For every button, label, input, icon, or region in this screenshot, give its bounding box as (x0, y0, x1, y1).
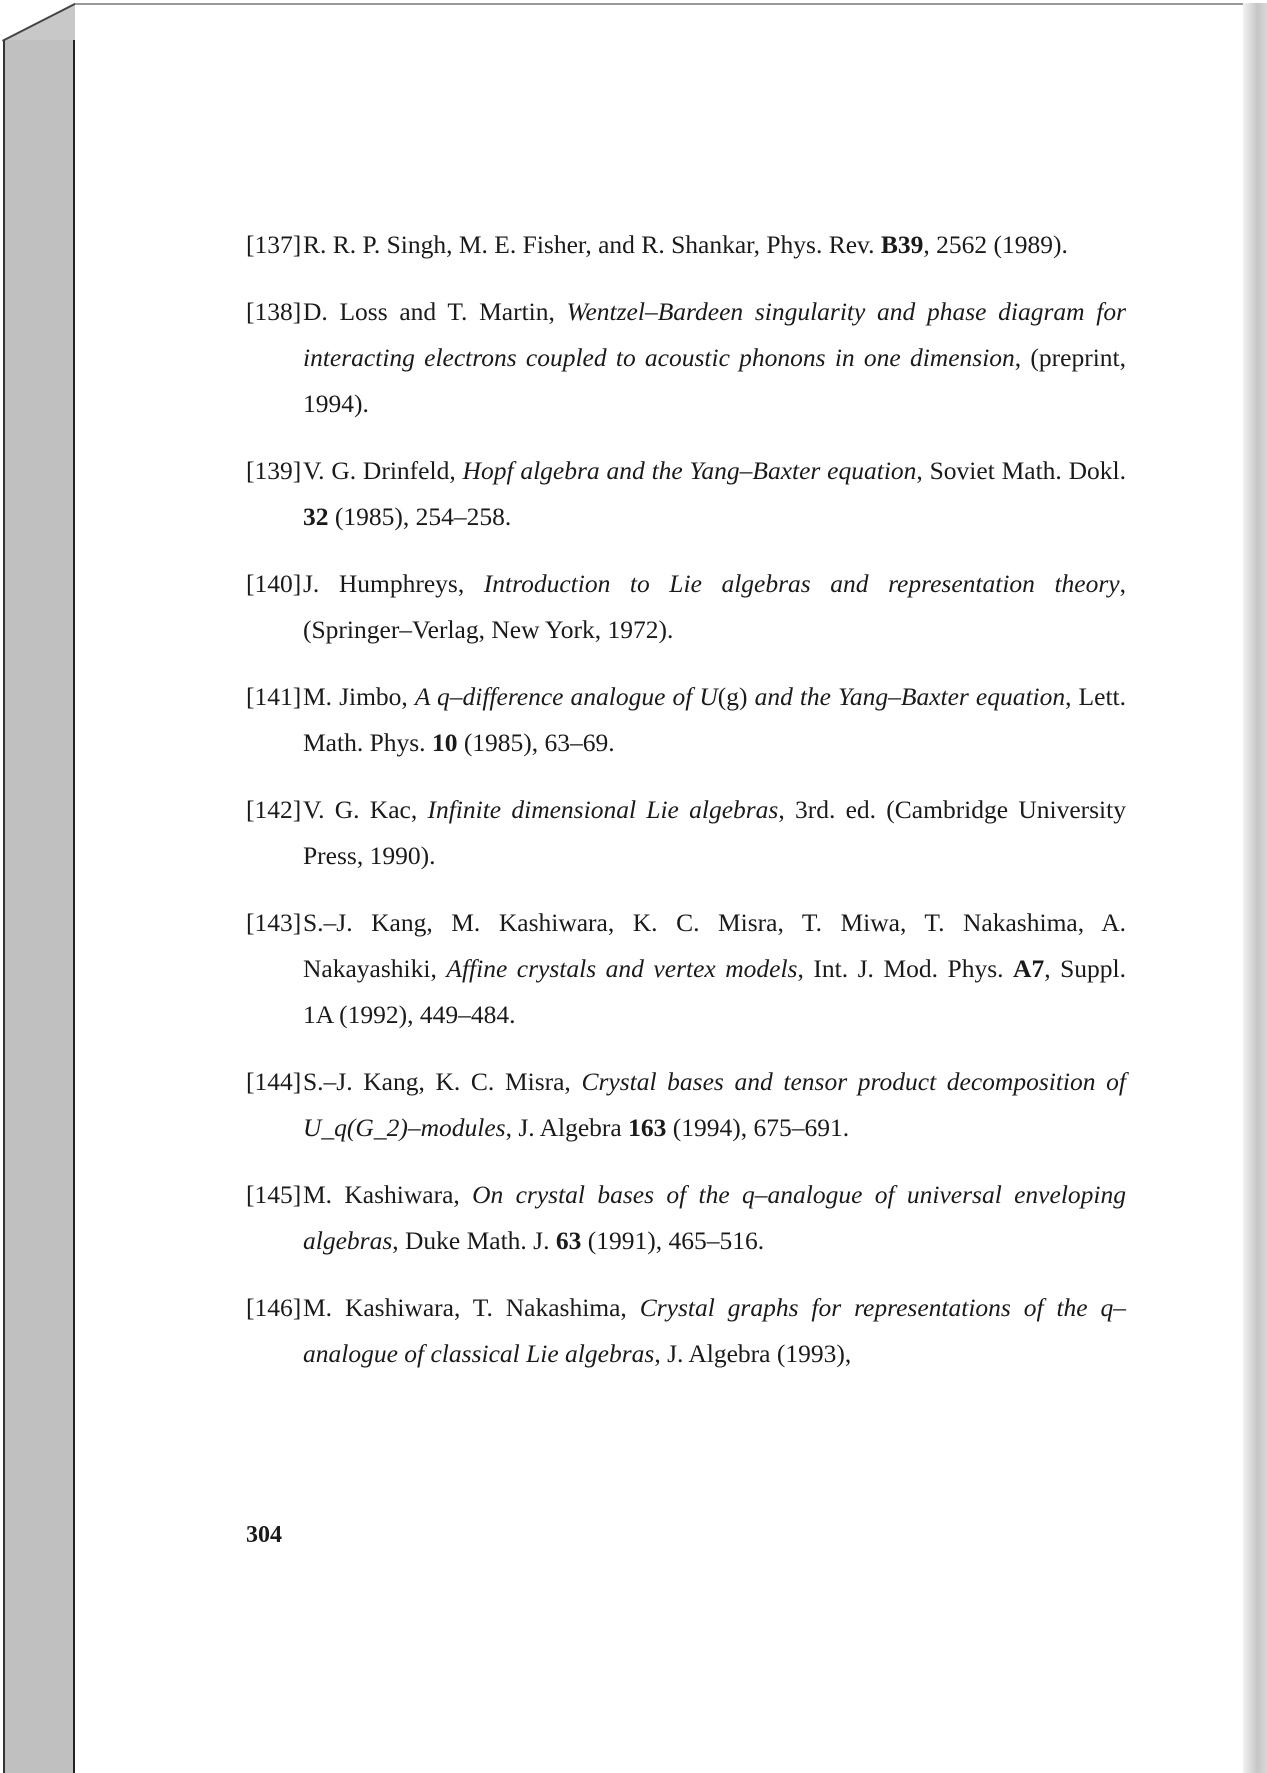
reference-number: [140] (246, 569, 302, 598)
reference-text: , J. Algebra (1993), (654, 1339, 852, 1368)
reference-title: A q–difference analogue of U (414, 682, 718, 711)
reference-volume: 32 (303, 502, 329, 531)
reference-text: , 3rd. ed. (Cambridge University Press, 1990). (303, 795, 1126, 870)
reference-number: [144] (246, 1067, 302, 1096)
reference-text: M. Kashiwara, T. Nakashima, (303, 1293, 640, 1322)
page-right-shadow (1243, 3, 1267, 1773)
reference-title: and the Yang–Baxter equation (754, 682, 1066, 711)
reference-text: V. G. Drinfeld, (303, 456, 463, 485)
reference-text: , (preprint, 1994). (303, 343, 1126, 418)
reference-number: [138] (246, 297, 302, 326)
reference-title: Crystal graphs for representations of the q–analogue of classical Lie algebras (303, 1293, 1126, 1368)
reference-text: S.–J. Kang, K. C. Misra, (303, 1067, 582, 1096)
reference-text: V. G. Kac, (303, 795, 428, 824)
reference-entry (246, 448, 1126, 540)
reference-text: (1985), 63–69. (457, 728, 615, 757)
reference-text: , Duke Math. J. (392, 1226, 556, 1255)
reference-text: , (Springer–Verlag, New York, 1972). (303, 569, 1126, 644)
reference-title: Infinite dimensional Lie algebras (427, 795, 779, 824)
reference-text: R. R. P. Singh, M. E. Fisher, and R. Shankar, Phys. Rev. (303, 230, 881, 259)
reference-volume: A7 (1013, 954, 1045, 983)
reference-text: , Lett. Math. Phys. (303, 682, 1126, 757)
page-number: 304 (246, 1522, 282, 1548)
reference-text: , Suppl. 1A (1992), 449–484. (303, 954, 1126, 1029)
reference-title: Crystal bases and tensor product decomposition of U_q(G_2)–modules (303, 1067, 1126, 1142)
reference-title: Introduction to Lie algebras and representation theory (483, 569, 1120, 598)
reference-entry (246, 1059, 1126, 1151)
reference-number: [145] (246, 1180, 302, 1209)
book-spine (3, 40, 75, 1773)
reference-text: S.–J. Kang, M. Kashiwara, K. C. Misra, T. Miwa, T. Nakashima, A. Nakayashiki, (303, 908, 1126, 983)
reference-text: (1991), 465–516. (581, 1226, 765, 1255)
reference-text: , 2562 (1989). (923, 230, 1068, 259)
reference-entry (246, 900, 1126, 1038)
reference-text: (1985), 254–258. (328, 502, 512, 531)
reference-title: Wentzel–Bardeen singularity and phase diagram for interacting electrons coupled to acoustic phonons in one dimension (303, 297, 1126, 372)
reference-number: [142] (246, 795, 302, 824)
reference-number: [139] (246, 456, 302, 485)
reference-text: J. Humphreys, (303, 569, 484, 598)
reference-text: , Soviet Math. Dokl. (916, 456, 1127, 485)
reference-text: D. Loss and T. Martin, (303, 297, 567, 326)
reference-text: (g) (717, 682, 755, 711)
reference-number: [137] (246, 230, 302, 259)
reference-list (246, 222, 1126, 1398)
book-page (75, 5, 1243, 1773)
reference-entry (246, 787, 1126, 879)
reference-text: , Int. J. Mod. Phys. (797, 954, 1014, 983)
reference-entry (246, 1285, 1126, 1377)
reference-entry (246, 561, 1126, 653)
reference-text: M. Kashiwara, (303, 1180, 473, 1209)
reference-volume: 10 (431, 728, 458, 757)
reference-text: (1994), 675–691. (666, 1113, 850, 1142)
reference-title: Hopf algebra and the Yang–Baxter equation (462, 456, 917, 485)
reference-number: [146] (246, 1293, 302, 1322)
reference-text: , J. Algebra (505, 1113, 629, 1142)
reference-number: [143] (246, 908, 302, 937)
reference-entry (246, 674, 1126, 766)
reference-entry (246, 1172, 1126, 1264)
reference-number: [141] (246, 682, 302, 711)
reference-entry (246, 289, 1126, 427)
reference-text: M. Jimbo, (303, 682, 415, 711)
reference-volume: 163 (628, 1113, 667, 1142)
reference-entry (246, 222, 1126, 268)
reference-volume: 63 (555, 1226, 582, 1255)
reference-title: Affine crystals and vertex models (446, 954, 798, 983)
reference-title: On crystal bases of the q–analogue of universal enveloping algebras (303, 1180, 1126, 1255)
reference-volume: B39 (880, 230, 924, 259)
